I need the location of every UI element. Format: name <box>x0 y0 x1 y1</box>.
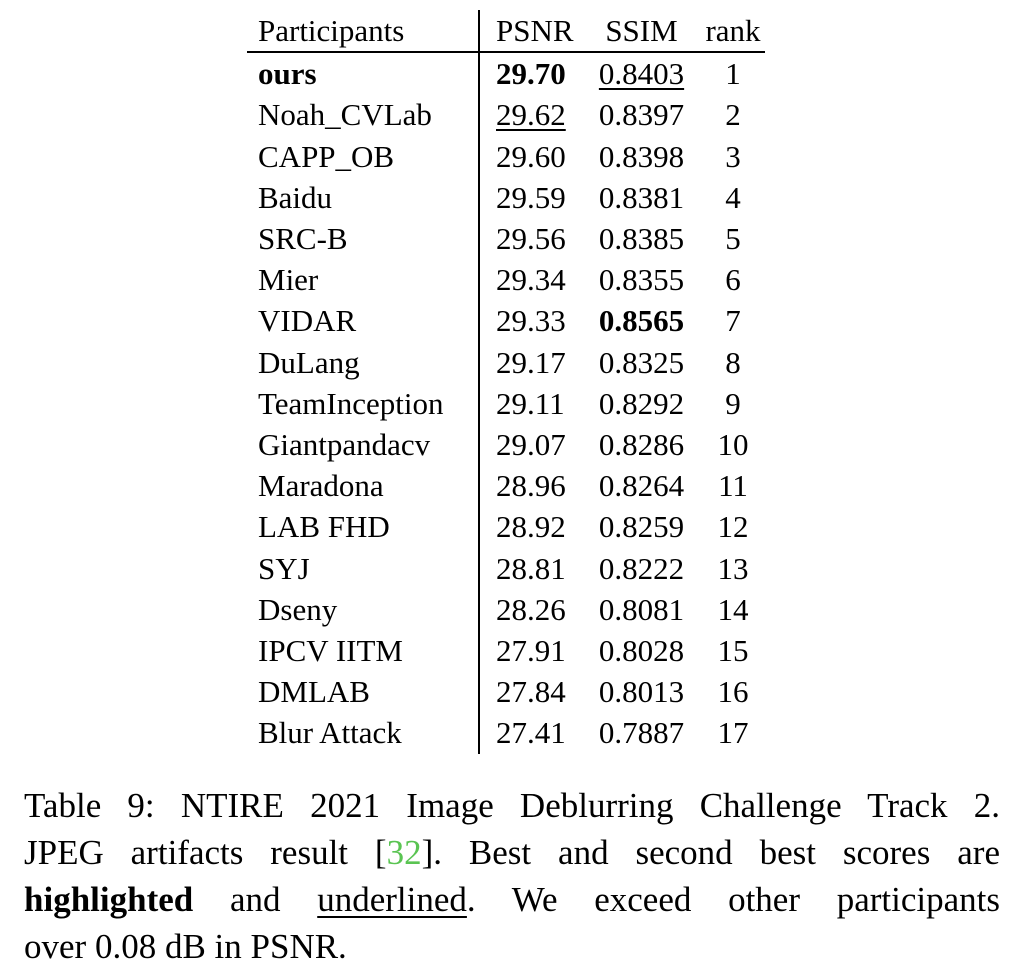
psnr-value: 29.34 <box>496 262 566 298</box>
psnr-value: 27.91 <box>496 633 566 669</box>
ssim-value: 0.8403 <box>598 56 685 92</box>
caption-line: Table 9: NTIRE 2021 Image Deblurring Challenge Track 2. <box>24 786 1000 825</box>
participant-name: ours <box>247 52 479 94</box>
table-row <box>247 136 765 177</box>
psnr-value: 27.41 <box>496 715 566 751</box>
table-row <box>247 94 765 135</box>
header-participants: Participants <box>247 10 479 52</box>
table-row <box>247 259 765 300</box>
table-row <box>247 712 765 753</box>
caption-text: JPEG artifacts result [ <box>24 833 387 872</box>
rank-value: 7 <box>725 303 741 339</box>
table-row <box>247 671 765 712</box>
participant-name: TeamInception <box>247 383 479 424</box>
participant-name: Noah_CVLab <box>247 94 479 135</box>
ssim-value: 0.8381 <box>598 179 685 215</box>
participant-name: Mier <box>247 259 479 300</box>
table-row <box>247 218 765 259</box>
rank-value: 15 <box>717 633 749 669</box>
ssim-value: 0.8385 <box>598 221 685 257</box>
ssim-value: 0.8325 <box>598 344 685 380</box>
psnr-value: 28.26 <box>496 591 566 627</box>
ssim-value: 0.8398 <box>598 138 685 174</box>
ssim-value: 0.8397 <box>598 97 685 133</box>
rank-value: 14 <box>717 591 749 627</box>
results-table <box>247 10 765 754</box>
caption-line: over 0.08 dB in PSNR. <box>24 927 347 966</box>
table-row <box>247 424 765 465</box>
participant-name: DuLang <box>247 342 479 383</box>
citation-link[interactable]: 32 <box>386 833 422 872</box>
caption-text: and <box>193 880 318 919</box>
caption-text: ]. Best and second best scores are <box>421 833 1000 872</box>
table-row <box>247 342 765 383</box>
participant-name: VIDAR <box>247 300 479 341</box>
psnr-value: 28.92 <box>496 509 566 545</box>
caption-text: . We exceed other participants <box>466 880 1000 919</box>
psnr-value: 29.33 <box>496 303 566 339</box>
psnr-cell <box>479 94 584 135</box>
rank-value: 12 <box>717 509 749 545</box>
participant-name: SYJ <box>247 548 479 589</box>
ssim-value: 0.7887 <box>598 715 685 751</box>
participant-name: LAB FHD <box>247 506 479 547</box>
rank-value: 11 <box>718 468 748 504</box>
ssim-value: 0.8264 <box>598 468 685 504</box>
psnr-value: 29.70 <box>496 56 566 92</box>
psnr-value: 29.07 <box>496 427 566 463</box>
caption-line <box>24 829 1000 876</box>
psnr-value: 29.11 <box>496 385 565 421</box>
rank-value: 3 <box>725 138 741 174</box>
psnr-value: 28.81 <box>496 550 566 586</box>
ssim-value: 0.8286 <box>598 427 685 463</box>
rank-value: 6 <box>725 262 741 298</box>
table-caption <box>24 782 1000 970</box>
participant-name: DMLAB <box>247 671 479 712</box>
table-row <box>247 630 765 671</box>
header-rank: rank <box>699 10 765 52</box>
psnr-value: 29.56 <box>496 221 566 257</box>
psnr-value: 29.17 <box>496 344 566 380</box>
rank-value: 8 <box>725 344 741 380</box>
participant-name: IPCV IITM <box>247 630 479 671</box>
ssim-value: 0.8081 <box>598 591 685 627</box>
psnr-value: 29.59 <box>496 179 566 215</box>
rank-value: 5 <box>725 221 741 257</box>
rank-value: 2 <box>725 97 741 133</box>
ssim-value: 0.8565 <box>598 303 685 339</box>
table-header-row <box>247 10 765 52</box>
rank-value: 1 <box>725 56 741 92</box>
ssim-value: 0.8259 <box>598 509 685 545</box>
table-row <box>247 589 765 630</box>
rank-value: 13 <box>717 550 749 586</box>
ssim-value: 0.8222 <box>598 550 685 586</box>
psnr-value: 29.62 <box>496 97 566 133</box>
ssim-value: 0.8355 <box>598 262 685 298</box>
rank-value: 9 <box>725 385 741 421</box>
participant-name: Blur Attack <box>247 712 479 753</box>
participant-name: Giantpandacv <box>247 424 479 465</box>
table-row <box>247 383 765 424</box>
participant-name: Baidu <box>247 177 479 218</box>
rank-value: 17 <box>717 715 749 751</box>
ssim-value: 0.8292 <box>598 385 685 421</box>
header-psnr: PSNR <box>479 10 584 52</box>
rank-value: 4 <box>725 179 741 215</box>
caption-line <box>24 876 1000 923</box>
rank-value: 16 <box>717 674 749 710</box>
table-row <box>247 465 765 506</box>
table-row <box>247 506 765 547</box>
psnr-value: 28.96 <box>496 468 566 504</box>
psnr-value: 29.60 <box>496 138 566 174</box>
ssim-value: 0.8028 <box>598 633 685 669</box>
ssim-value: 0.8013 <box>598 674 685 710</box>
table-row <box>247 548 765 589</box>
psnr-value: 27.84 <box>496 674 566 710</box>
header-ssim: SSIM <box>584 10 699 52</box>
table-row <box>247 300 765 341</box>
table-row <box>247 177 765 218</box>
ssim-cell <box>584 52 699 94</box>
caption-underlined-word: underlined <box>317 880 467 919</box>
rank-value: 10 <box>717 427 749 463</box>
table-row <box>247 52 765 94</box>
participant-name: Dseny <box>247 589 479 630</box>
participant-name: Maradona <box>247 465 479 506</box>
caption-bold-word: highlighted <box>24 880 194 919</box>
participant-name: SRC-B <box>247 218 479 259</box>
participant-name: CAPP_OB <box>247 136 479 177</box>
